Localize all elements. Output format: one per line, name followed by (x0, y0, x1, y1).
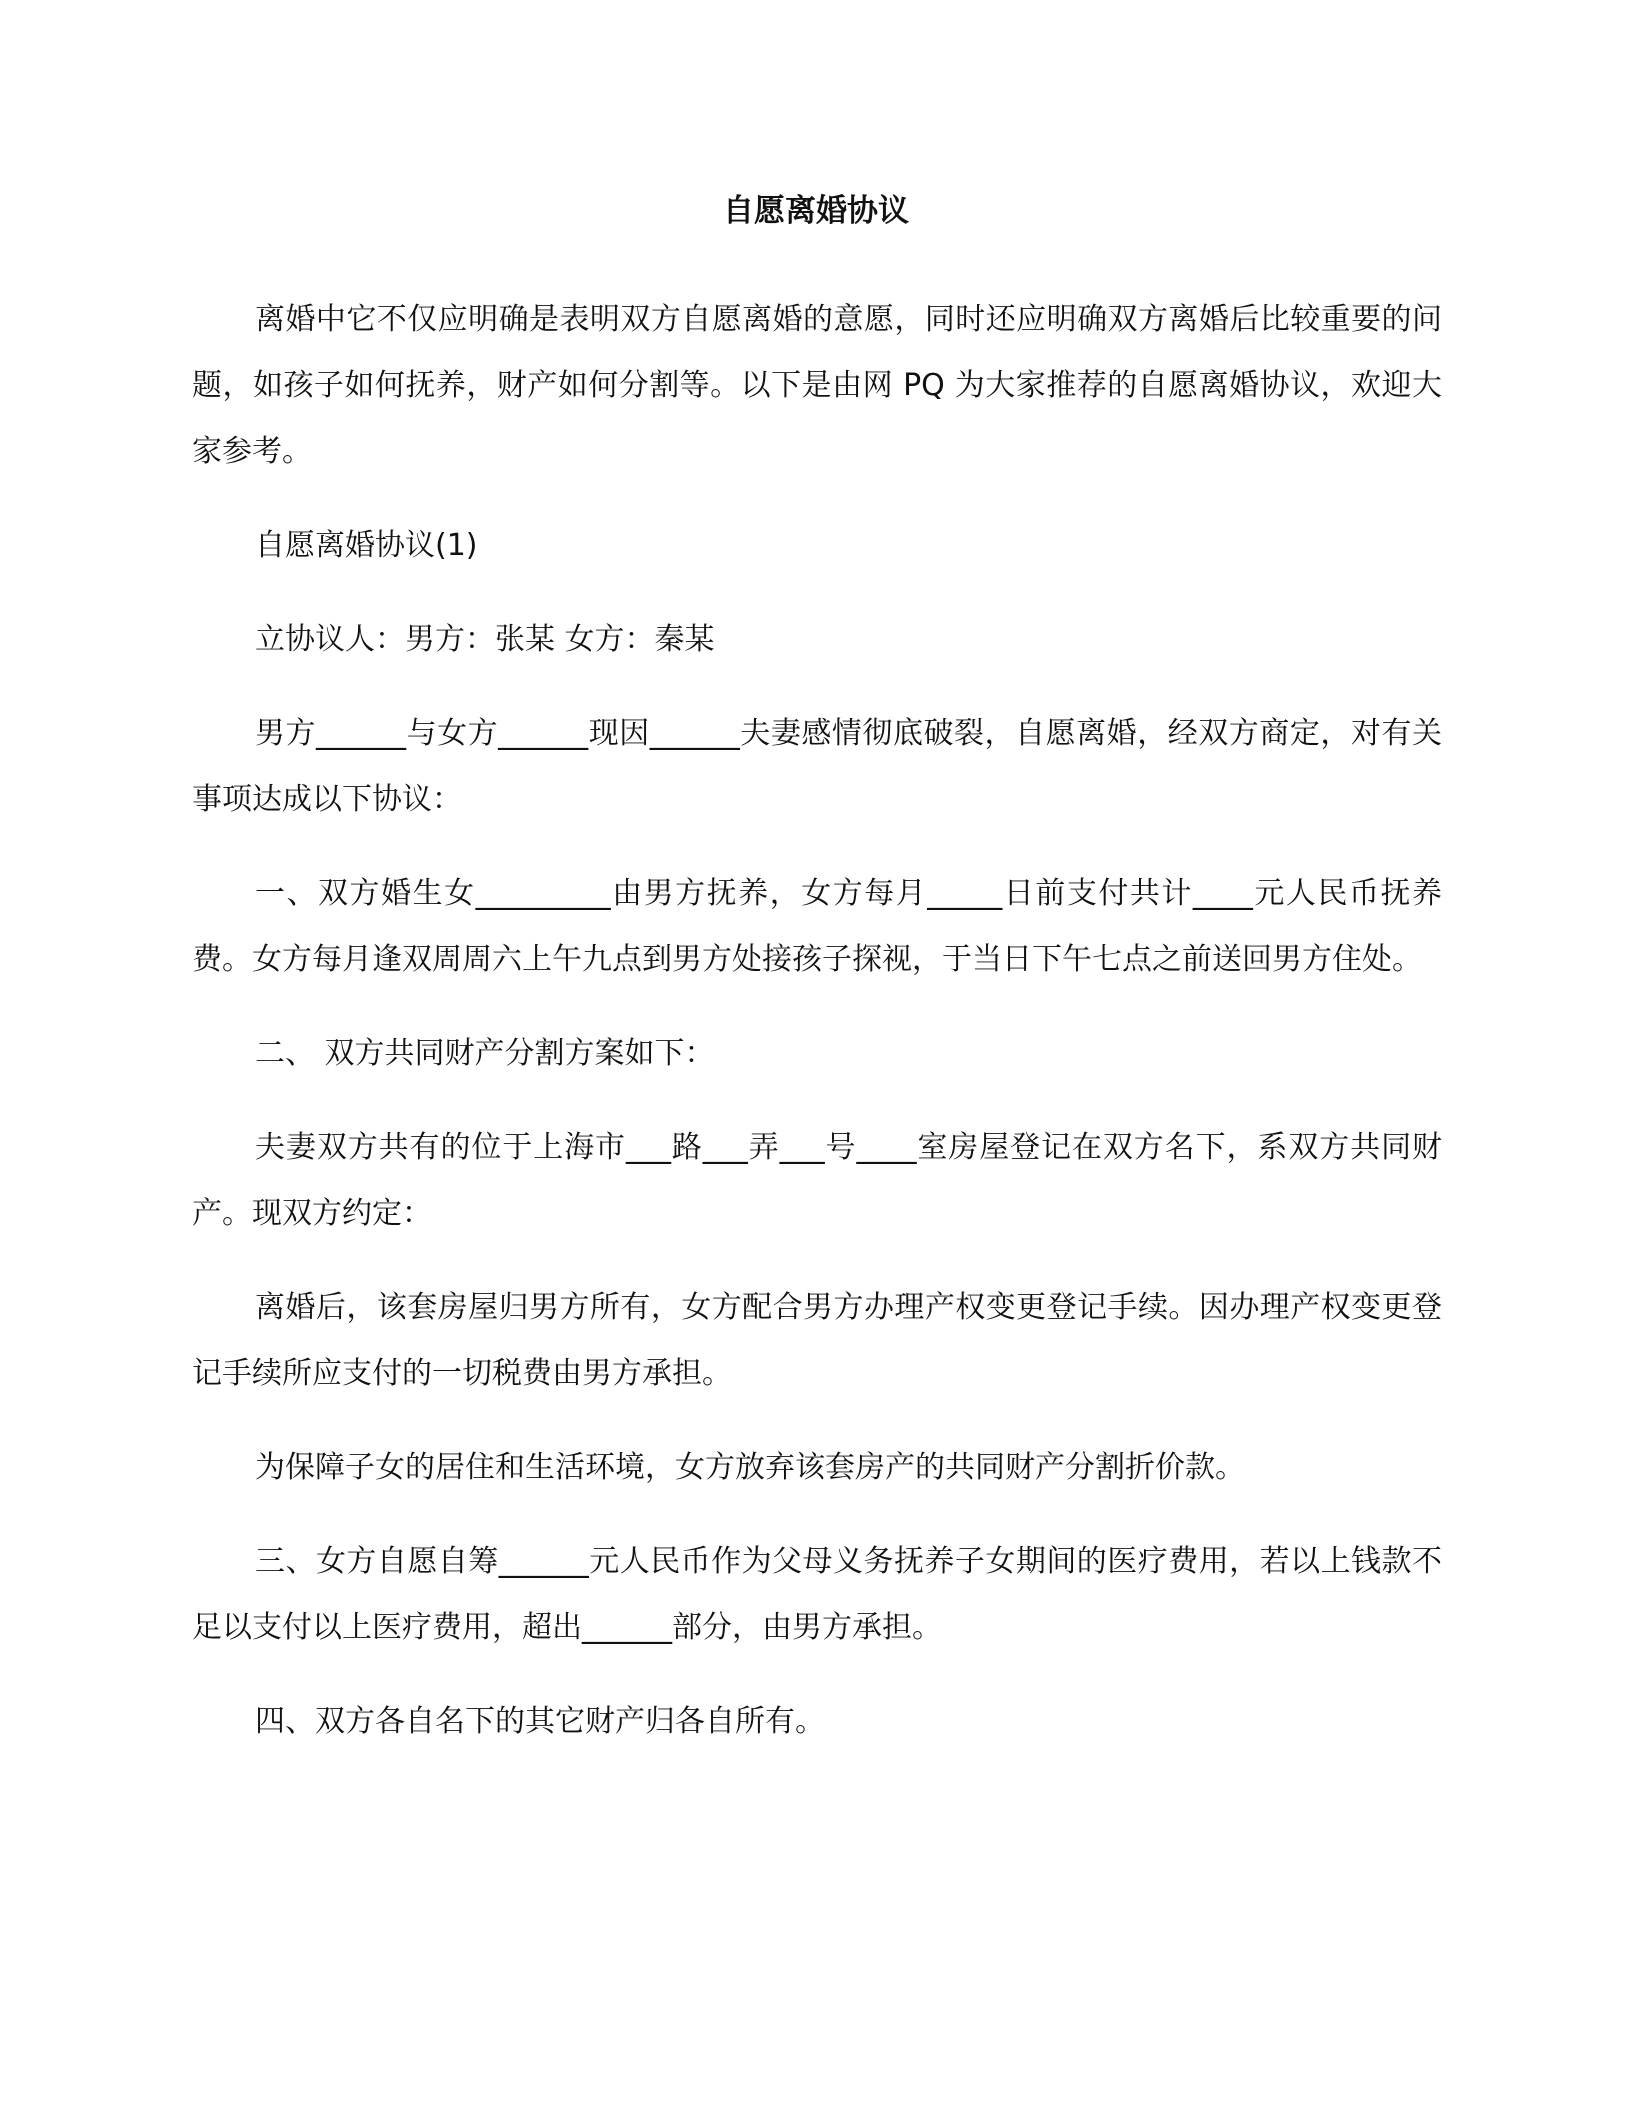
paragraph-agreement-heading: 自愿离婚协议(1) (255, 528, 478, 563)
paragraph-preamble: 男方______与女方______现因______夫妻感情彻底破裂，自愿离婚，经双方商定，对有关事项达成以下协议： (192, 716, 1442, 817)
paragraph-parties: 立协议人：男方：张某 女方：秦某 (255, 622, 715, 657)
paragraph-clause-3: 三、女方自愿自筹______元人民币作为父母义务抚养子女期间的医疗费用，若以上钱款不足以支付以上医疗费用，超出______部分，由男方承担。 (192, 1544, 1442, 1645)
paragraph-clause-2-heading: 二、 双方共同财产分割方案如下： (255, 1036, 715, 1071)
paragraph-clause-4: 四、双方各自名下的其它财产归各自所有。 (255, 1704, 825, 1739)
paragraph-property-waiver: 为保障子女的居住和生活环境，女方放弃该套房产的共同财产分割折价款。 (255, 1450, 1245, 1485)
paragraph-clause-1: 一、双方婚生女_________由男方抚养，女方每月_____日前支付共计____元人民币抚养费。女方每月逢双周周六上午九点到男方处接孩子探视，于当日下午七点之前送回男方住处。 (192, 876, 1442, 977)
document-body (192, 287, 1442, 1783)
document-title: 自愿离婚协议 (723, 193, 909, 229)
paragraph-intro: 离婚中它不仅应明确是表明双方自愿离婚的意愿，同时还应明确双方离婚后比较重要的问题，如孩子如何抚养，财产如何分割等。以下是由网 PQ 为大家推荐的自愿离婚协议，欢迎大家参考。 (192, 302, 1442, 469)
paragraph-property: 夫妻双方共有的位于上海市___路___弄___号____室房屋登记在双方名下，系双方共同财产。现双方约定： (192, 1130, 1442, 1231)
paragraph-property-transfer: 离婚后，该套房屋归男方所有，女方配合男方办理产权变更登记手续。因办理产权变更登记手续所应支付的一切税费由男方承担。 (192, 1290, 1442, 1391)
